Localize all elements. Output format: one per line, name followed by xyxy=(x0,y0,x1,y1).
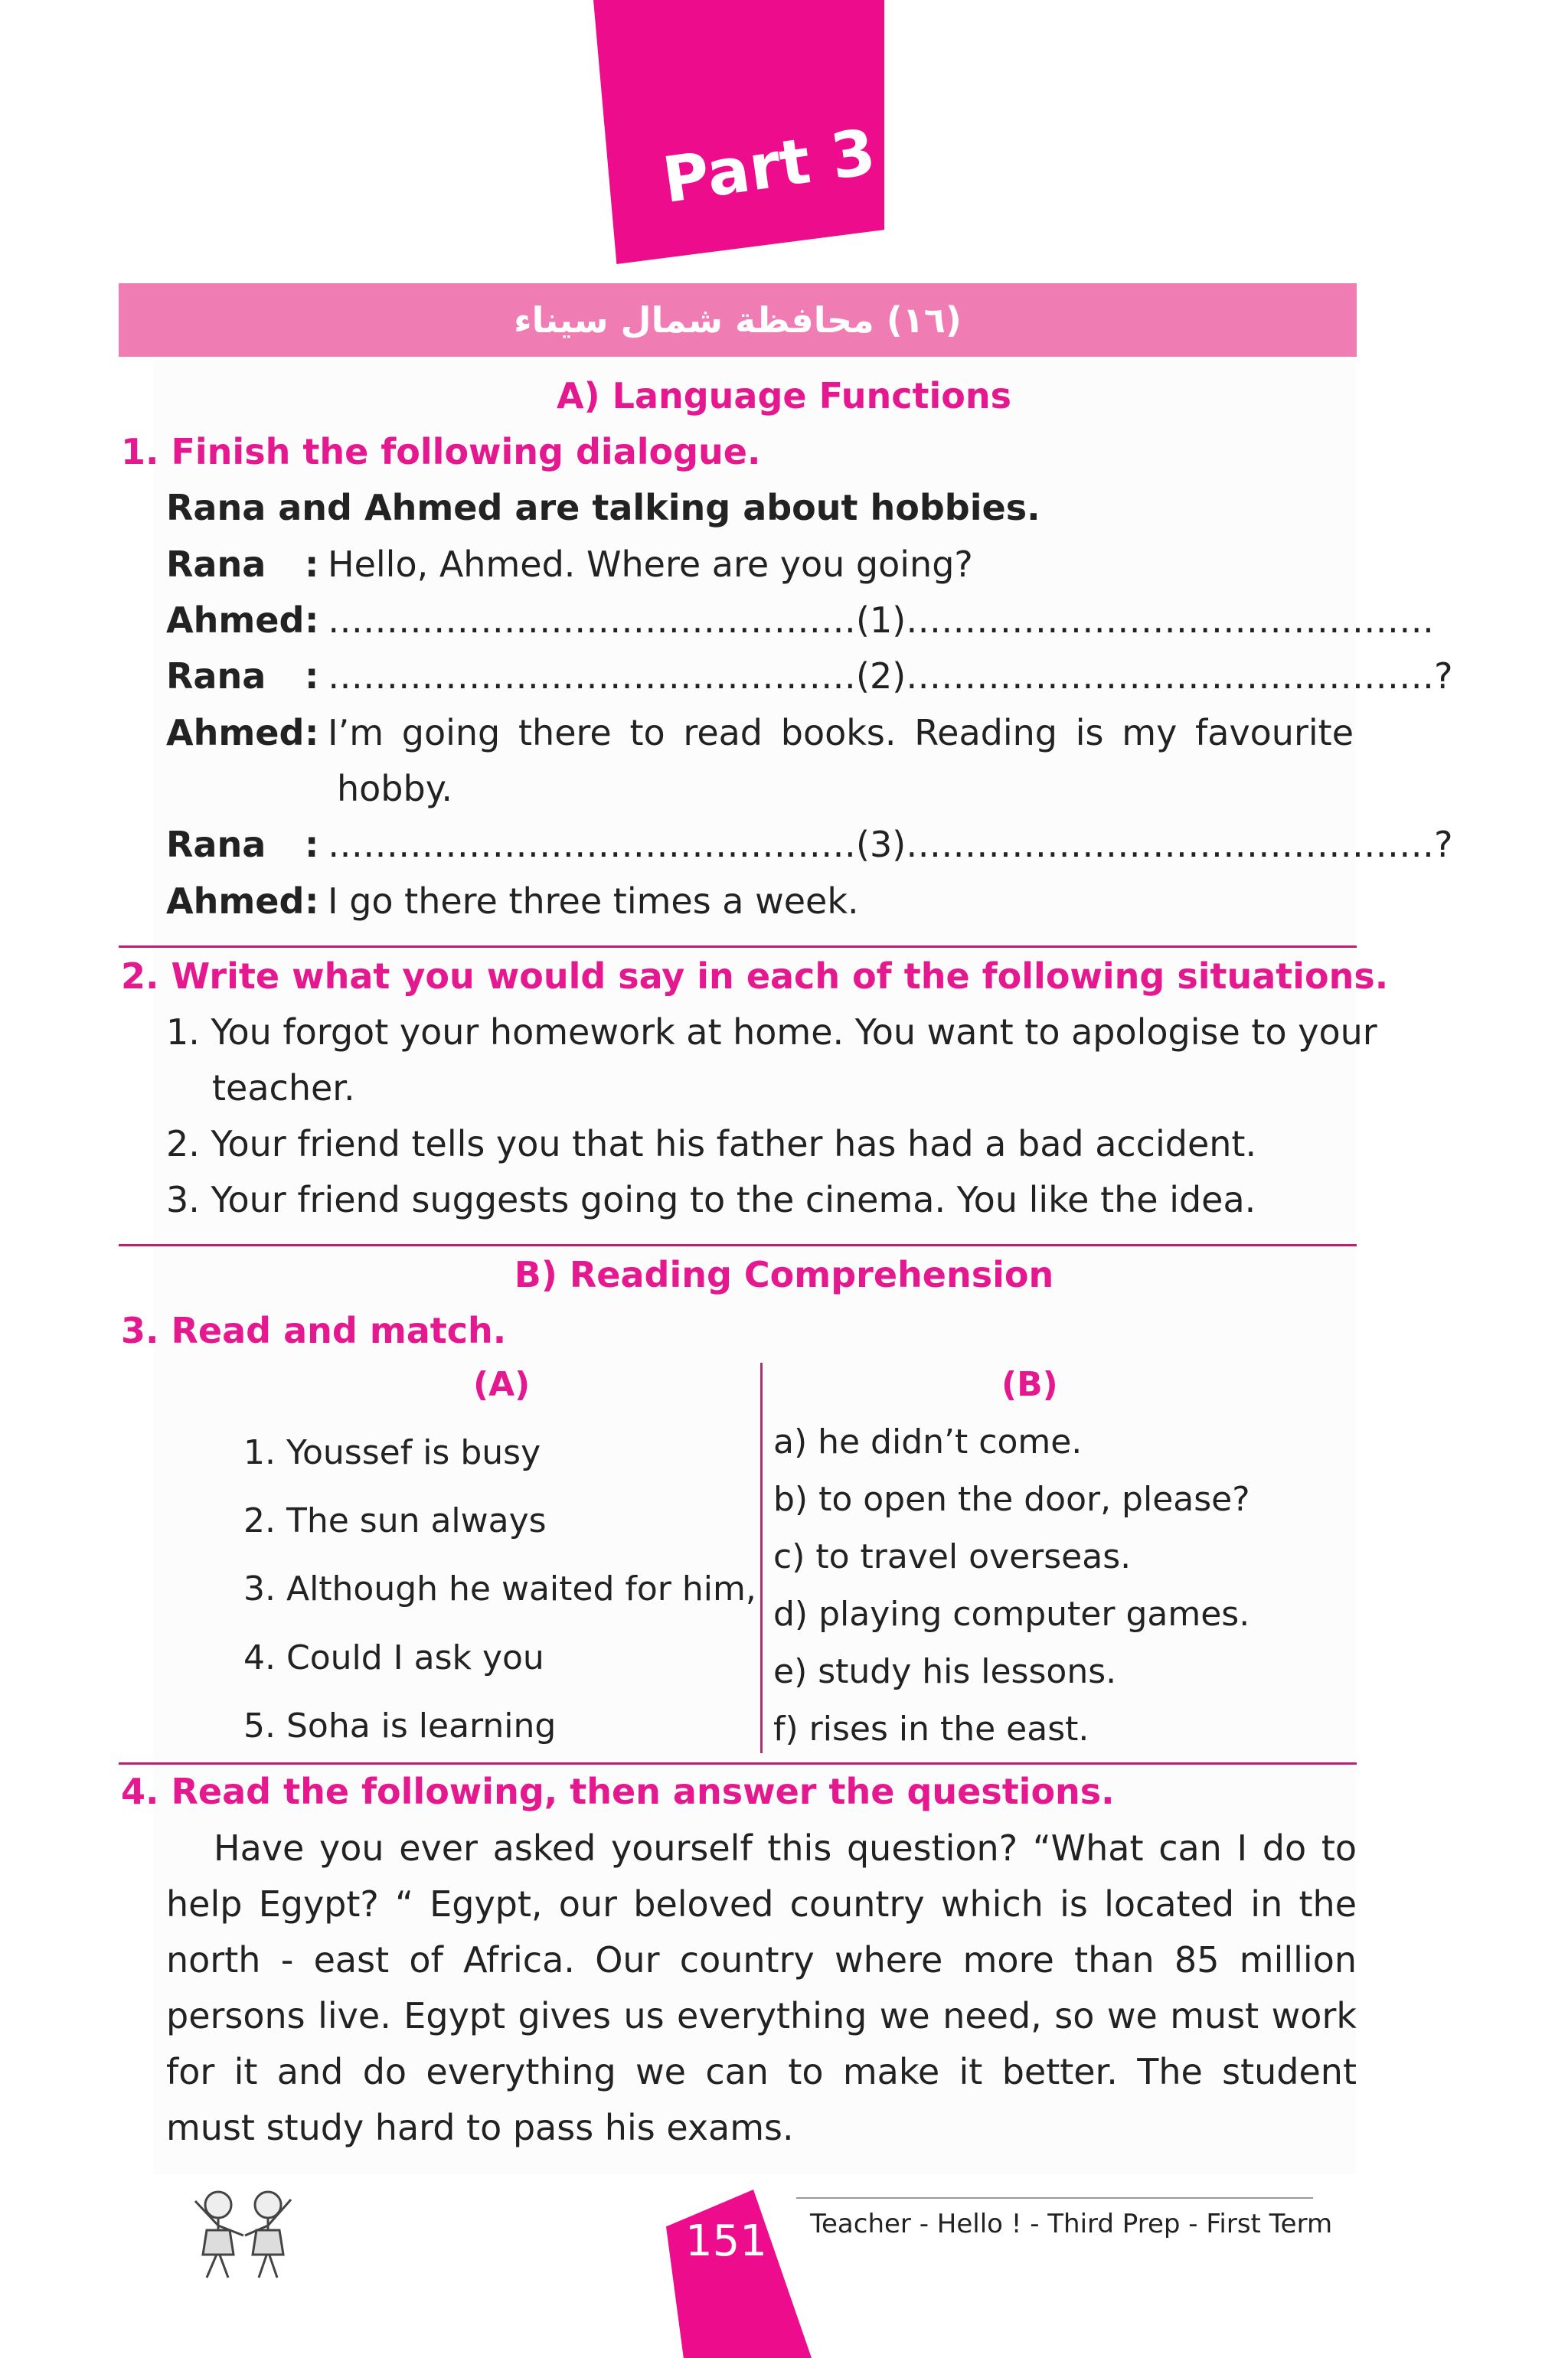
dialogue-line-continued: hobby. xyxy=(337,768,452,809)
dialogue-speaker: Ahmed xyxy=(166,880,305,922)
dialogue-line: I’m going there to read books. Reading is my favourite xyxy=(328,712,1354,753)
dialogue-line: Hello, Ahmed. Where are you going? xyxy=(328,544,973,585)
divider xyxy=(119,1762,1357,1765)
kids-illustration xyxy=(176,2178,314,2285)
governorate-header xyxy=(119,283,1357,357)
dialogue-blank: ………………………………………(1)……………………………………… xyxy=(328,599,1435,641)
footer-rule xyxy=(796,2197,1313,2199)
situation-item: 3. Your friend suggests going to the cinema. You like the idea. xyxy=(166,1179,1256,1220)
dialogue-line: I go there three times a week. xyxy=(328,880,859,922)
column-b-header: (B) xyxy=(1001,1365,1058,1404)
match-b-item: d) playing computer games. xyxy=(773,1595,1250,1634)
book-title: Teacher - Hello ! - Third Prep - First Term xyxy=(810,2209,1333,2239)
match-a-item: 2. The sun always xyxy=(243,1501,547,1540)
page-number: 151 xyxy=(685,2216,767,2266)
q1-title: 1. Finish the following dialogue. xyxy=(121,431,761,472)
dialogue-blank: ………………………………………(3)………………………………………? xyxy=(328,824,1453,865)
situation-item-continued: teacher. xyxy=(212,1067,355,1109)
match-b-item: a) he didn’t come. xyxy=(773,1422,1083,1462)
governorate-title: (١٦) محافظة شمال سيناء xyxy=(514,299,962,341)
match-a-item: 1. Youssef is busy xyxy=(243,1433,541,1472)
section-a-title: A) Language Functions xyxy=(557,375,1011,416)
match-a-item: 3. Although he waited for him, xyxy=(243,1569,756,1608)
match-b-item: f) rises in the east. xyxy=(773,1710,1089,1749)
match-b-item: e) study his lessons. xyxy=(773,1652,1117,1691)
divider xyxy=(119,945,1357,948)
situation-item: 2. Your friend tells you that his father has had a bad accident. xyxy=(166,1123,1257,1164)
column-a-header: (A) xyxy=(473,1365,531,1404)
dialogue-blank: ………………………………………(2)………………………………………? xyxy=(328,655,1453,697)
dialogue-speaker: Rana xyxy=(166,824,266,865)
match-b-item: c) to travel overseas. xyxy=(773,1537,1132,1576)
dialogue-speaker: Ahmed xyxy=(166,599,305,641)
divider xyxy=(119,1244,1357,1246)
match-a-item: 5. Soha is learning xyxy=(243,1706,557,1746)
reading-passage: Have you ever asked yourself this question? “What can I do to help Egypt? “ Egypt, our beloved country which is located in the north - east of Africa. Our country where more than 85 million persons live. Egypt gives us everything we need, so we must work for it and do everything we can to make it better. The student must study hard to pass his exams. xyxy=(166,1827,1357,2148)
dialogue-speaker: Rana xyxy=(166,655,266,697)
part-title: Part 3 xyxy=(658,116,880,218)
column-divider xyxy=(760,1363,763,1753)
situation-item: 1. You forgot your homework at home. You want to apologise to your xyxy=(166,1011,1377,1053)
page-number-tab xyxy=(666,2190,812,2358)
dialogue-speaker: Rana xyxy=(166,544,266,585)
dialogue-speaker: Ahmed xyxy=(166,712,305,753)
q3-title: 3. Read and match. xyxy=(121,1310,507,1351)
q4-title: 4. Read the following, then answer the questions. xyxy=(121,1771,1115,1812)
match-a-item: 4. Could I ask you xyxy=(243,1638,544,1677)
match-b-item: b) to open the door, please? xyxy=(773,1480,1250,1519)
q2-title: 2. Write what you would say in each of the following situations. xyxy=(121,955,1389,997)
q1-intro: Rana and Ahmed are talking about hobbies. xyxy=(166,487,1040,528)
section-b-title: B) Reading Comprehension xyxy=(514,1254,1054,1295)
